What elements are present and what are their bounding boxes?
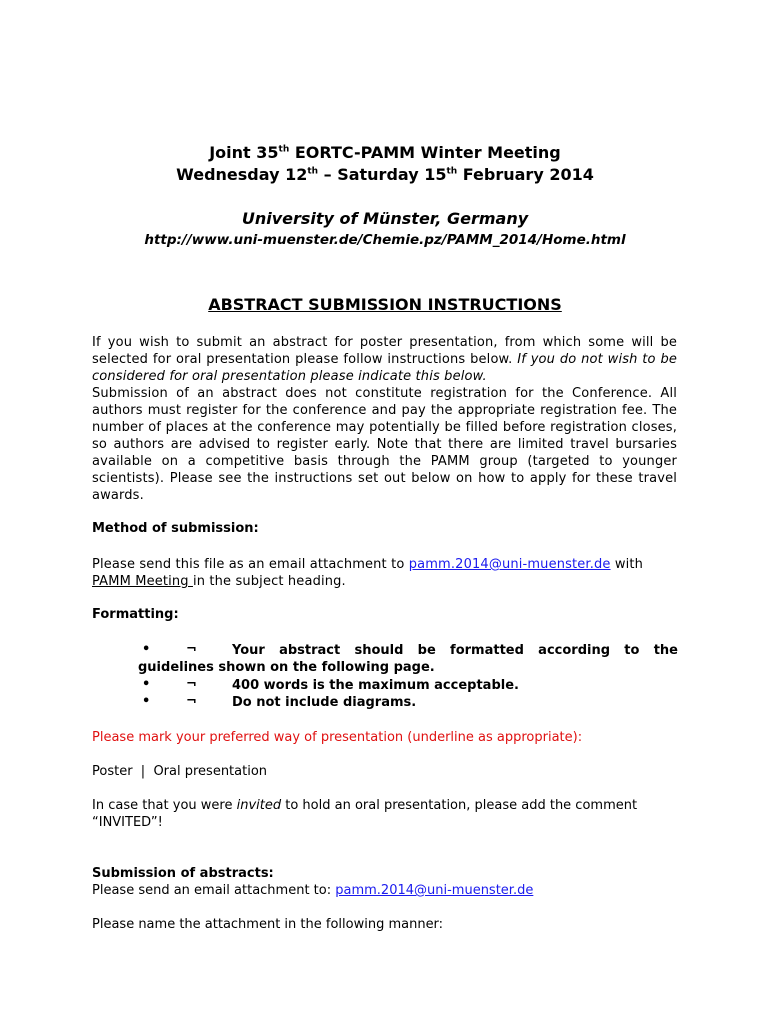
meeting-dates: Wednesday 12th – Saturday 15th February 2014 xyxy=(176,165,594,184)
naming-instruction: Please name the attachment in the following manner: xyxy=(92,917,444,932)
invited-line-2: “INVITED”! xyxy=(92,815,163,830)
list-item: Your abstract should be formatted according to the xyxy=(232,643,678,658)
method-email-link[interactable]: pamm.2014@uni-muenster.de xyxy=(408,557,611,572)
list-item: guidelines shown on the following page. xyxy=(138,660,435,675)
list-item: Do not include diagrams. xyxy=(232,695,417,710)
meeting-title: Joint 35th EORTC-PAMM Winter Meeting xyxy=(209,143,561,162)
bullet-icon: • xyxy=(142,694,151,709)
submission-email-link[interactable]: pamm.2014@uni-muenster.de xyxy=(335,883,534,898)
subject-text: PAMM Meeting xyxy=(92,574,193,589)
negation-icon: ¬ xyxy=(186,694,197,709)
bullet-icon: • xyxy=(142,677,151,692)
negation-icon: ¬ xyxy=(186,677,197,692)
invited-line: In case that you were invited to hold an oral presentation, please add the comment xyxy=(92,798,638,813)
negation-icon: ¬ xyxy=(186,642,197,657)
submission-heading: Submission of abstracts: xyxy=(92,866,274,881)
method-heading: Method of submission: xyxy=(92,521,259,536)
intro-paragraph: If you wish to submit an abstract for poster presentation, from which some will be selected for oral presentation please follow instructions below. If you do not wish to be considered for oral presentation please indicate this below. Submission of an abstract does not constitute registration for the Conference. All authors must register for the conference and pay the appropriate registration fee. The number of places at the conference may potentially be filled before registration closes, so authors are advised to register early. Note that there are limited travel bursaries available on a competitive basis through the PAMM group (targeted to younger scientists). Please see the instructions set out below on how to apply for these travel awards. xyxy=(92,335,677,503)
meeting-url: http://www.uni-muenster.de/Chemie.pz/PAMM_2014/Home.html xyxy=(144,232,626,248)
method-text: Please send this file as an email attachment to pamm.2014@uni-muenster.de with PAMM Meeting in the subject heading. xyxy=(92,557,644,589)
presentation-options: Poster | Oral presentation xyxy=(92,764,268,779)
list-item: 400 words is the maximum acceptable. xyxy=(232,678,519,693)
page-title: ABSTRACT SUBMISSION INSTRUCTIONS xyxy=(208,295,562,314)
presentation-instruction: Please mark your preferred way of presentation (underline as appropriate): xyxy=(92,730,583,745)
bullet-icon: • xyxy=(142,642,151,657)
formatting-heading: Formatting: xyxy=(92,607,179,622)
submission-text: Please send an email attachment to: pamm.2014@uni-muenster.de xyxy=(92,883,534,898)
venue: University of Münster, Germany xyxy=(241,209,529,228)
